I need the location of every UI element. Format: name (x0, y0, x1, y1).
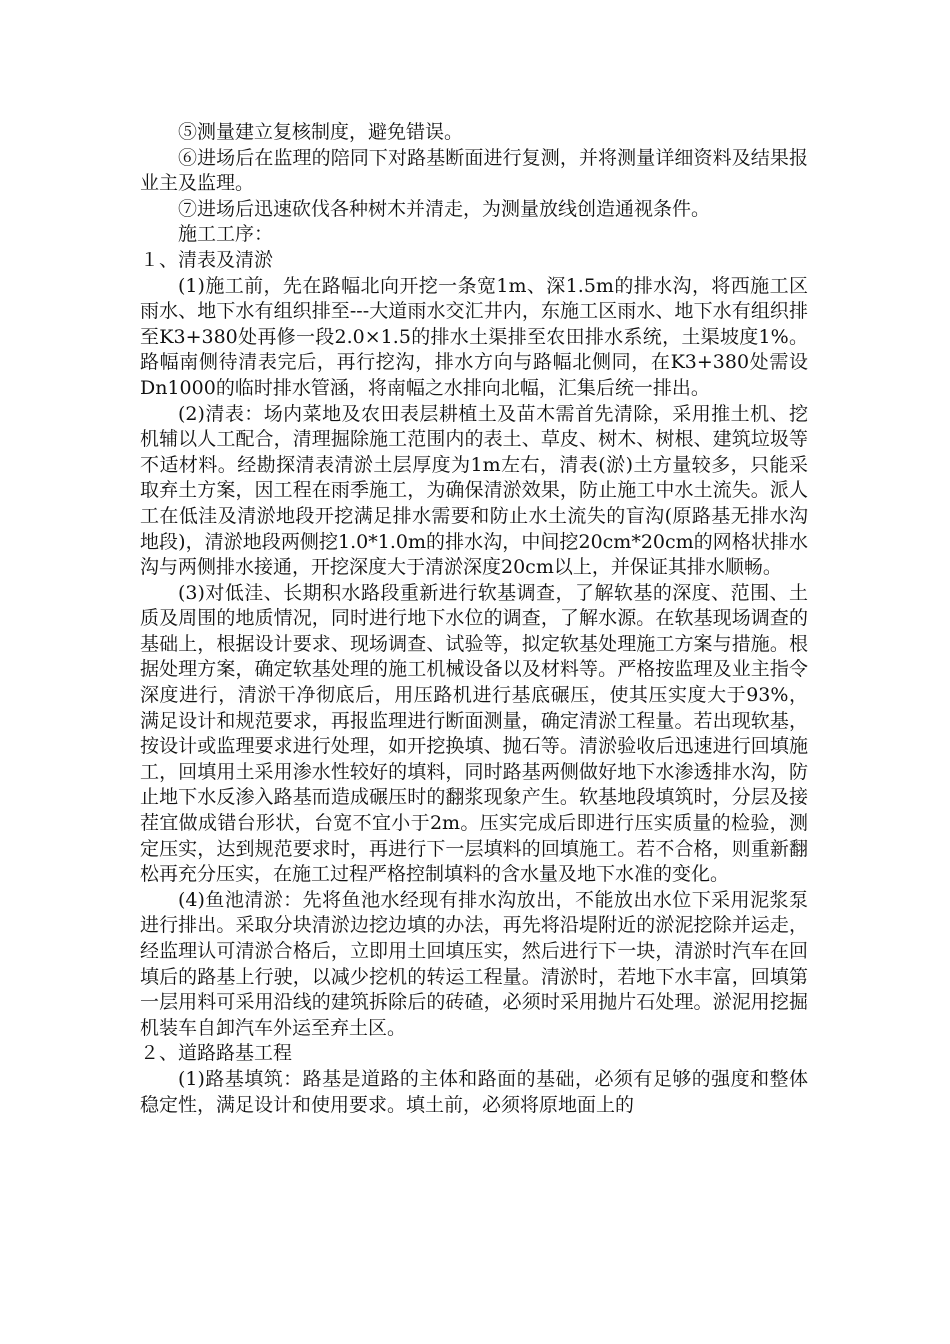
paragraph-surface-clearing: (2)清表：场内菜地及农田表层耕植土及苗木需首先清除，采用推土机、挖机辅以人工配合，清理掘除施工范围内的表土、草皮、树木、树根、建筑垃圾等不适材料。经勘探清表清淤土层厚度为1m左右，清表(淤)土方量较多，只能采取弃土方案，因工程在雨季施工，为确保清淤效果，防止施工中水土流失。派人工在低洼及清淤地段开挖满足排水需要和防止水土流失的盲沟(原路基无排水沟地段)，清淤地段两侧挖1.0*1.0m的排水沟，中间挖20cm*20cm的网格状排水沟与两侧排水接通，开挖深度大于清淤深度20cm以上，并保证其排水顺畅。 (140, 402, 808, 579)
paragraph-roadbed-resurvey: ⑥进场后在监理的陪同下对路基断面进行复测，并将测量详细资料及结果报业主及监理。 (140, 146, 808, 195)
paragraph-soft-foundation: (3)对低洼、长期积水路段重新进行软基调查，了解软基的深度、范围、土质及周围的地质情况，同时进行地下水位的调查，了解水源。在软基现场调查的基础上，根据设计要求、现场调查、试验等，拟定软基处理施工方案与措施。根据处理方案，确定软基处理的施工机械设备以及材料等。严格按监理及业主指令深度进行，清淤干净彻底后，用压路机进行基底碾压，使其压实度大于93%，满足设计和规范要求，再报监理进行断面测量，确定清淤工程量。若出现软基，按设计或监理要求进行处理，如开挖换填、抛石等。清淤验收后迅速进行回填施工，回填用土采用渗水性较好的填料，同时路基两侧做好地下水渗透排水沟，防止地下水反渗入路基而造成碾压时的翻浆现象产生。软基地段填筑时，分层及接茬宜做成错台形状，台宽不宜小于2m。压实完成后即进行压实质量的检验，测定压实，达到规范要求时，再进行下一层填料的回填施工。若不合格，则重新翻松再充分压实，在施工过程严格控制填料的含水量及地下水准的变化。 (140, 581, 808, 886)
section-heading-clearing: １、清表及清淤 (140, 248, 274, 271)
section-heading-roadbed: ２、道路路基工程 (140, 1042, 293, 1065)
paragraph-process-label: 施工工序： (178, 223, 274, 246)
document-page (140, 120, 808, 1118)
paragraph-drainage: (1)施工前，先在路幅北向开挖一条宽1m、深1.5m的排水沟，将西施工区雨水、地下水有组织排至---大道雨水交汇井内，东施工区雨水、地下水有组织排至K3+380处再修一段2.0×1.5的排水土渠排至农田排水系统，土渠坡度1%。路幅南侧待清表完后，再行挖沟，排水方向与路幅北侧同，在K3+380处需设Dn1000的临时排水管涵，将南幅之水排向北幅，汇集后统一排出。 (140, 274, 808, 399)
paragraph-tree-clearing: ⑦进场后迅速砍伐各种树木并清走，为测量放线创造通视条件。 (178, 197, 711, 220)
paragraph-survey-review: ⑤测量建立复核制度，避免错误。 (178, 121, 464, 143)
paragraph-fishpond-dredging: (4)鱼池清淤：先将鱼池水经现有排水沟放出，不能放出水位下采用泥浆泵进行排出。采取分块清淤边挖边填的办法，再先将沿堤附近的淤泥挖除并运走，经监理认可清淤合格后，立即用土回填压实，然后进行下一块，清淤时汽车在回填后的路基上行驶，以减少挖机的转运工程量。清淤时，若地下水丰富，回填第一层用料可采用沿线的建筑拆除后的砖碴，必须时采用抛片石处理。淤泥用挖掘机装车自卸汽车外运至弃土区。 (140, 888, 808, 1039)
paragraph-roadbed-filling: (1)路基填筑：路基是道路的主体和路面的基础，必须有足够的强度和整体稳定性，满足设计和使用要求。填土前，必须将原地面上的 (140, 1067, 808, 1116)
